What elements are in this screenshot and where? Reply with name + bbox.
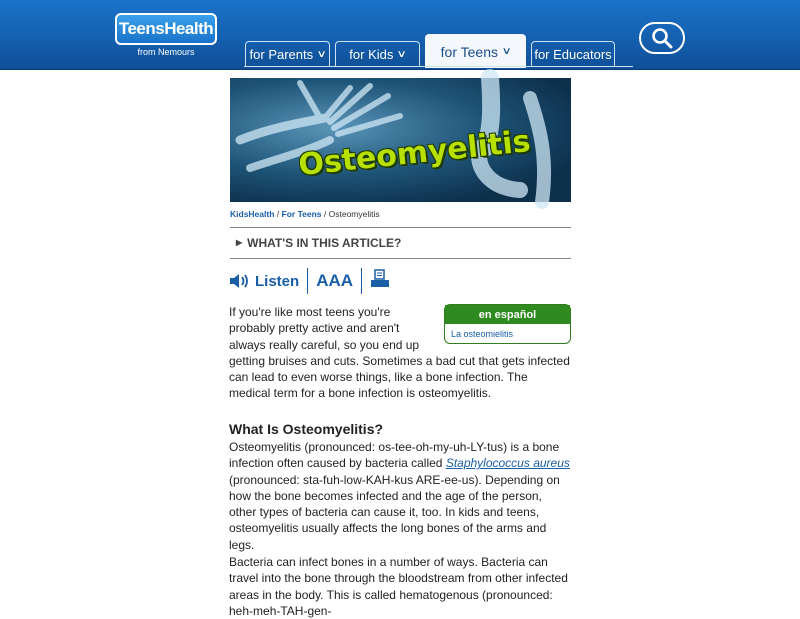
p1-before: Osteomyelitis (pronounced: os-tee-oh-my-uh-LY-tus) is a bone infection often caused by bacteria called (229, 440, 560, 471)
speaker-icon (229, 272, 251, 290)
p1-after: (pronounced: sta-fuh-low-KAH-kus ARE-ee-us). Depending on how the bone becomes infected and the age of the person, other types of bacteria can cause it, too. In kids and teens, osteomyelitis usually affects the long bones of the arms and legs. (229, 472, 560, 552)
teenshealth-logo[interactable] (115, 13, 217, 60)
logo-subtitle: from Nemours (137, 47, 195, 57)
espanol-link[interactable]: La osteomielitis (451, 329, 514, 339)
toc-label: WHAT'S IN THIS ARTICLE? (247, 236, 402, 250)
text-size-label: AAA (316, 271, 354, 290)
float-spacer (445, 304, 571, 344)
print-button[interactable] (370, 269, 390, 294)
chevron-down-icon: ∨ (396, 49, 408, 60)
breadcrumb-separator: / (276, 209, 282, 219)
logo-title: TeensHealth (115, 13, 217, 45)
site-header (0, 0, 800, 70)
tab-label: for Educators (534, 47, 612, 62)
tab-for-kids[interactable] (335, 41, 420, 67)
tab-label: for Teens (440, 43, 498, 60)
breadcrumb (230, 209, 380, 219)
article-intro (229, 304, 571, 402)
search-button[interactable] (639, 22, 685, 54)
breadcrumb-current: Osteomyelitis (328, 209, 380, 219)
breadcrumb-for-teens[interactable]: For Teens (281, 209, 322, 219)
listen-button[interactable] (229, 272, 299, 290)
tab-for-educators[interactable] (531, 41, 615, 67)
article-paragraph-1 (229, 439, 571, 553)
chevron-down-icon: ∨ (501, 46, 512, 57)
tab-label: for Kids (349, 47, 394, 62)
search-icon (651, 27, 673, 49)
section-heading: What Is Osteomyelitis? (229, 421, 384, 437)
hero-image (230, 78, 571, 202)
tab-for-parents[interactable] (245, 41, 330, 67)
p2-text: Bacteria can infect bones in a number of ways. Bacteria can travel into the bone through the bloodstream from other infected areas in the body. This is called hematogenous (pronounced: heh-meh-TAH-gen- (229, 555, 568, 618)
tab-label: for Parents (249, 47, 314, 62)
print-icon (370, 269, 390, 289)
article-tools (229, 268, 390, 294)
breadcrumb-separator: / (323, 209, 329, 219)
listen-label: Listen (255, 272, 300, 290)
text-size-button[interactable] (316, 271, 353, 291)
divider (230, 227, 571, 228)
triangle-right-icon: ▶ (236, 238, 243, 247)
tab-for-teens[interactable] (425, 34, 526, 68)
hero-title: Osteomyelitis (296, 123, 533, 184)
intro-text: If you're like most teens you're probably pretty active and aren't always really careful, so you end up getting bruises and cuts. Sometimes a bad cut that gets infected can lead to even worse things, like a bone infection. The medical term for a bone infection is osteomyelitis. (229, 305, 570, 401)
chevron-down-icon: ∨ (316, 49, 327, 60)
divider (230, 258, 571, 259)
tool-separator (307, 268, 308, 294)
nav-underline (244, 66, 633, 67)
staphylococcus-link[interactable]: Staphylococcus aureus (445, 456, 570, 471)
tool-separator (361, 268, 362, 294)
espanol-heading: en español (445, 305, 570, 324)
breadcrumb-kidshealth[interactable]: KidsHealth (230, 209, 275, 219)
toc-toggle[interactable] (236, 236, 401, 250)
article-paragraph-2 (229, 554, 571, 619)
